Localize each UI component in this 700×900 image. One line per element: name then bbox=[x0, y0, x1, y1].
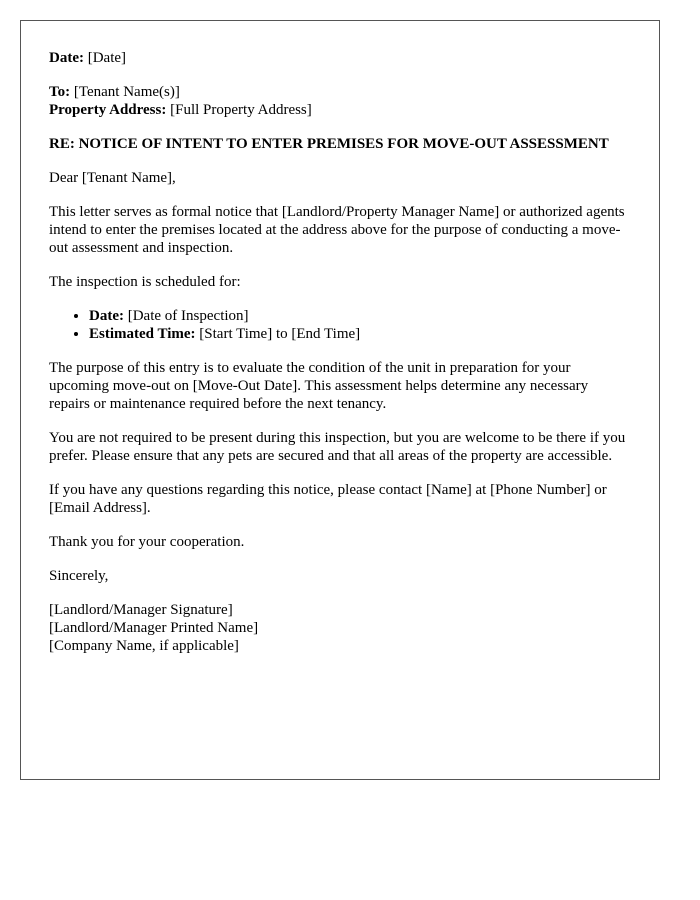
letter-page bbox=[20, 20, 660, 780]
to-value: [Tenant Name(s)] bbox=[73, 84, 180, 100]
to-label: To: bbox=[49, 84, 71, 100]
body-paragraph-notice: This letter serves as formal notice that [Landlord/Property Manager Name] or authorized agents intend to enter the premises located at the address above for the purpose of conducting a move-out assessment and inspection. bbox=[49, 204, 625, 256]
signature-line: [Landlord/Manager Signature] bbox=[49, 602, 233, 618]
body-paragraph-contact: If you have any questions regarding this notice, please contact [Name] at [Phone Number] or [Email Address]. bbox=[49, 482, 607, 516]
thanks-line: Thank you for your cooperation. bbox=[49, 534, 245, 550]
schedule-time-label: Estimated Time: bbox=[89, 326, 196, 342]
schedule-list bbox=[49, 307, 631, 343]
signature-block bbox=[49, 601, 631, 655]
date-value: [Date] bbox=[87, 50, 127, 66]
schedule-date-label: Date: bbox=[89, 308, 124, 324]
body-paragraph-purpose: The purpose of this entry is to evaluate the condition of the unit in preparation for your upcoming move-out on [Move-Out Date]. This assessment helps determine any necessary repairs or maintenance required before the next tenancy. bbox=[49, 360, 589, 412]
address-value: [Full Property Address] bbox=[170, 102, 312, 118]
closing-line: Sincerely, bbox=[49, 568, 109, 584]
company-name-line: [Company Name, if applicable] bbox=[49, 638, 239, 654]
body-paragraph-presence: You are not required to be present during this inspection, but you are welcome to be there if you prefer. Please ensure that any pets are secured and that all areas of the property are accessible. bbox=[49, 430, 626, 464]
recipient-block bbox=[49, 83, 631, 119]
schedule-intro: The inspection is scheduled for: bbox=[49, 274, 241, 290]
schedule-time-value: [Start Time] to [End Time] bbox=[199, 326, 361, 342]
schedule-item-date bbox=[89, 307, 631, 325]
subject-line: RE: NOTICE OF INTENT TO ENTER PREMISES FOR MOVE-OUT ASSESSMENT bbox=[49, 136, 609, 152]
salutation: Dear [Tenant Name], bbox=[49, 170, 176, 186]
schedule-item-time bbox=[89, 325, 631, 343]
date-line bbox=[49, 49, 631, 67]
address-label: Property Address: bbox=[49, 102, 167, 118]
schedule-date-value: [Date of Inspection] bbox=[127, 308, 249, 324]
date-label: Date: bbox=[49, 50, 84, 66]
printed-name-line: [Landlord/Manager Printed Name] bbox=[49, 620, 259, 636]
